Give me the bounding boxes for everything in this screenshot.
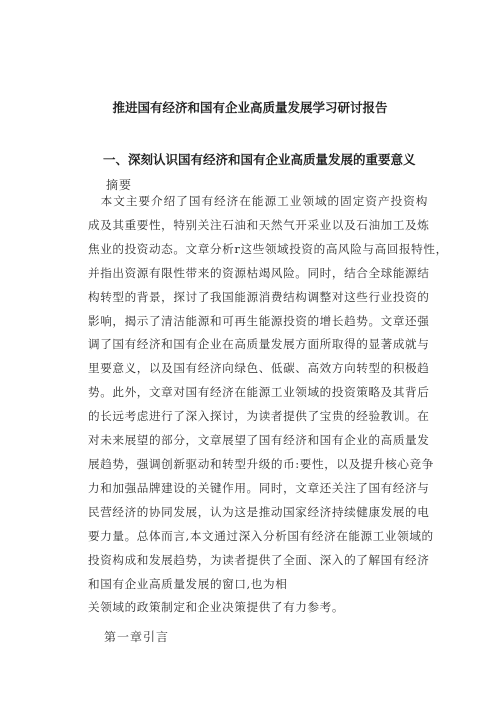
abstract-line: 的长远考虑进行了深入探讨，为读者提供了宝贵的经验教训。在 [88,409,430,424]
abstract-line: 要力量。总体而言,本文通过深入分析国有经济在能源工业领域的 [88,528,434,543]
section-heading: 一、深刻认识国有经济和国有企业高质量发展的重要意义 [103,152,416,167]
abstract-line: 成及其重要性，特别关注石油和天然气开采业以及石油加工及炼 [88,217,430,232]
abstract-line: 焦业的投资动态。文章分析r这些领域投资的高风险与高回报特性， [88,241,448,256]
abstract-line: 势。此外，文章对国有经济在能源工业领域的投资策略及其背后 [88,385,430,400]
abstract-line: 投资构成和发展趋势，为读者提供了全面、深入的了解国有经济 [88,552,430,567]
abstract-line: 力和加强品牌建设的关键作用。同时，文章还关注了国有经济与 [88,480,430,495]
abstract-line: 和国有企业高质量发展的窗口,也为相 [88,576,288,591]
abstract-line: 对未来展望的部分，文章展望了国有经济和国有企业的高质量发 [88,433,430,448]
abstract-line: 影响，揭示了清洁能源和可再生能源投资的增长趋势。文章还强 [88,313,430,328]
abstract-line: 构转型的背景，探讨了我国能源消费结构调整对这些行业投资的 [88,289,430,304]
abstract-line: 本文主要介绍了国有经济在能源工业领域的固定资产投资构 [88,194,428,208]
abstract-line: 民营经济的协同发展，认为这是推动国家经济持续健康发展的电 [88,504,430,519]
abstract-line: 展趋势，强调创新驱动和转型升级的币:要性，以及提升核心竞争 [88,456,434,471]
abstract-line: 关领域的政策制定和企业决策提供了有力参考。 [88,600,345,615]
abstract-line: 调了国有经济和国有企业在高质量发展方面所取得的显著成就与 [88,337,430,352]
abstract-label: 摘要 [106,178,133,192]
document-title: 推进国有经济和国有企业高质量发展学习研讨报告 [112,100,388,115]
abstract-line: 并指出资源有限性带来的资源枯竭风险。同时，结合全球能源结 [88,265,430,280]
abstract-line: 里要意义，以及国有经济向绿色、低碳、高效方向转型的积极趋 [88,361,430,376]
chapter-heading: 第一章引言 [104,630,170,644]
abstract-body [88,190,448,620]
